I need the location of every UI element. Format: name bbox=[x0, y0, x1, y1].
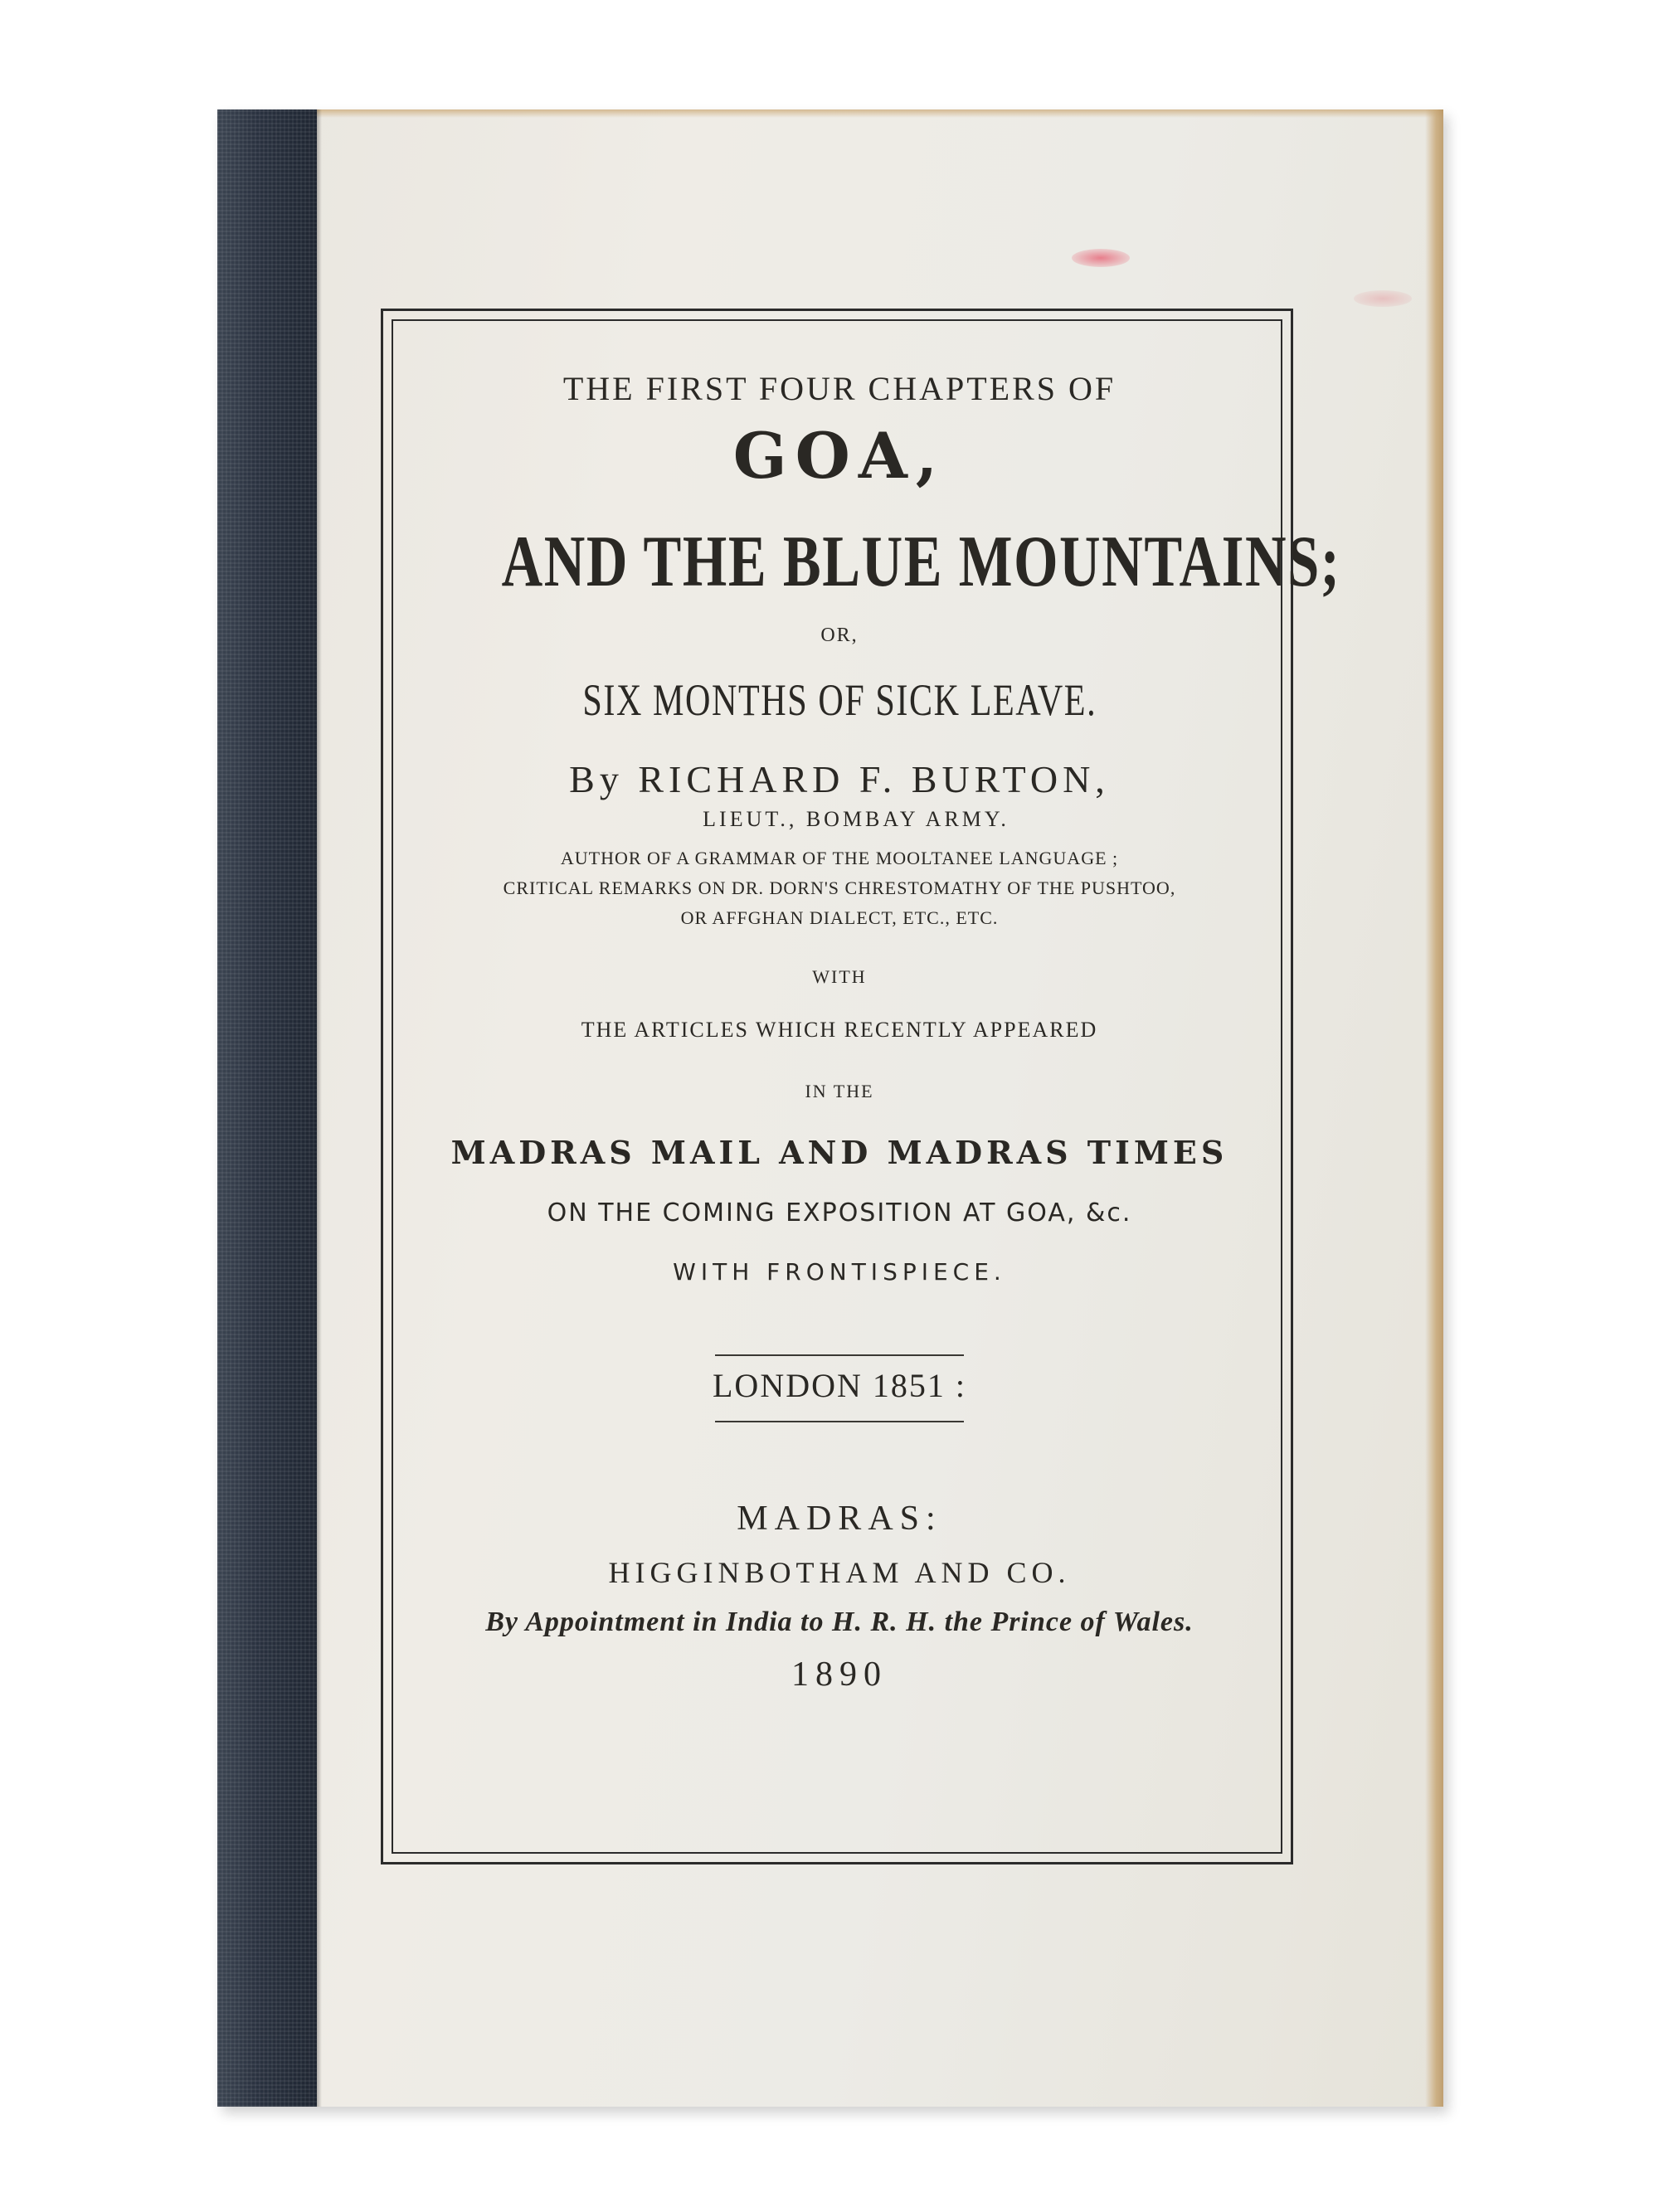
title-line-or: OR, bbox=[820, 625, 859, 646]
subtitle-sick-leave: SIX MONTHS OF SICK LEAVE. bbox=[582, 675, 1097, 725]
title-line-blue-mountains-wrap bbox=[383, 520, 1341, 602]
imprint-publisher: HIGGINBOTHAM AND CO. bbox=[608, 1556, 1071, 1589]
author-credential-3: OR AFFGHAN DIALECT, ETC., ETC. bbox=[680, 907, 999, 928]
book-cover bbox=[217, 109, 1443, 2107]
book-top-edge bbox=[309, 109, 1443, 118]
title-border-frame bbox=[381, 309, 1341, 1864]
frontispiece-line: WITH FRONTISPIECE. bbox=[673, 1258, 1006, 1286]
spine-seam bbox=[317, 109, 322, 2107]
london-rule-top bbox=[715, 1354, 964, 1356]
book-fore-edge bbox=[1425, 109, 1443, 2107]
in-the-line: IN THE bbox=[805, 1081, 874, 1101]
newspapers-line: MADRAS MAIL AND MADRAS TIMES bbox=[450, 1134, 1228, 1171]
title-main-goa: GOA, bbox=[732, 419, 946, 493]
title-line-blue-mountains: AND THE BLUE MOUNTAINS; bbox=[501, 522, 1341, 602]
imprint-appointment: By Appointment in India to H. R. H. the Prince of Wales. bbox=[485, 1607, 1194, 1637]
author-credential-2: CRITICAL REMARKS ON DR. DORN'S CHRESTOMATHY OF THE PUSHTOO, bbox=[503, 878, 1176, 898]
imprint-year: 1890 bbox=[791, 1655, 888, 1694]
subtitle-wrap bbox=[383, 674, 1296, 724]
exposition-line: ON THE COMING EXPOSITION AT GOA, &c. bbox=[547, 1198, 1132, 1228]
author-credential-1: AUTHOR OF A GRAMMAR OF THE MOOLTANEE LANGUAGE ; bbox=[560, 848, 1119, 868]
articles-line: THE ARTICLES WHICH RECENTLY APPEARED bbox=[581, 1018, 1098, 1042]
faint-stain-mark bbox=[1354, 290, 1412, 307]
author-name: By RICHARD F. BURTON, bbox=[569, 758, 1110, 800]
title-line-chapters: THE FIRST FOUR CHAPTERS OF bbox=[562, 370, 1117, 407]
author-rank: LIEUT., BOMBAY ARMY. bbox=[703, 807, 1010, 831]
with-line: WITH bbox=[812, 966, 867, 987]
red-stain-mark bbox=[1072, 249, 1130, 267]
imprint-place: MADRAS: bbox=[737, 1500, 942, 1538]
london-date-line: LONDON 1851 : bbox=[713, 1367, 966, 1404]
cloth-spine bbox=[217, 109, 317, 2107]
title-page-text bbox=[383, 311, 1341, 1867]
london-rule-bottom bbox=[715, 1421, 964, 1422]
